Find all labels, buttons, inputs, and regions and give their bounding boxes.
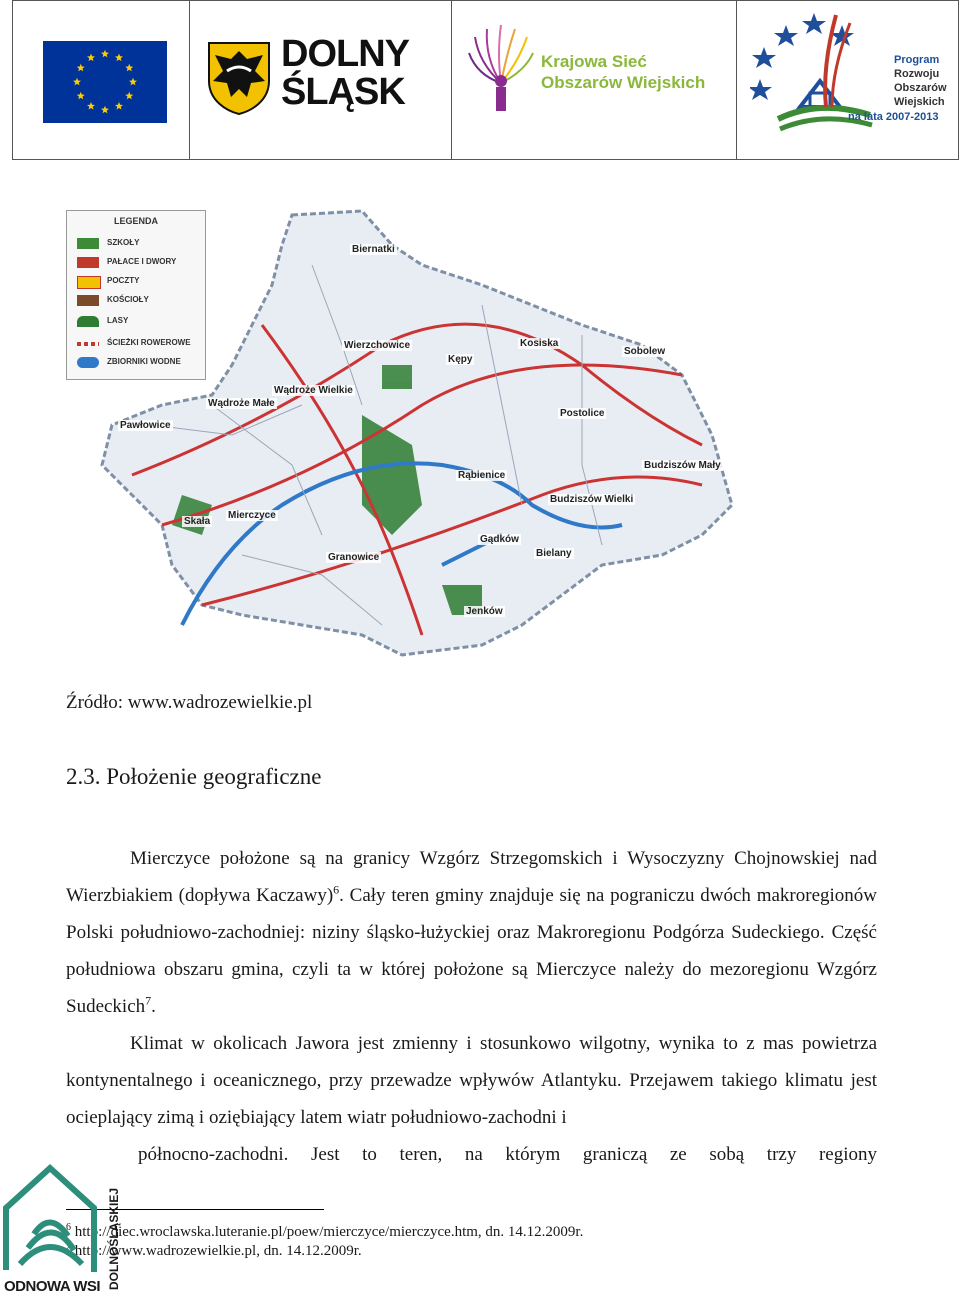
footnote-6 <box>66 1224 583 1241</box>
prow-line1: Program <box>894 54 940 66</box>
footnote-text: http://diec.wroclawska.luteranie.pl/poew/mierczyce/mierczyce.htm, dn. 14.12.2009r. <box>74 1224 584 1240</box>
dolny-slask-logo-cell <box>189 1 452 159</box>
eu-logo-cell <box>13 1 190 159</box>
palace-icon <box>77 257 99 268</box>
legend-label-forests: LASY <box>107 316 129 325</box>
footnote-ref-6: 6 <box>333 882 340 897</box>
map-place-label: Budziszów Mały <box>644 460 721 471</box>
para2-text-main: Klimat w okolicach Jawora jest zmienny i stosunkowo wilgotny, wynika to z mas powietrza kontynentalnego i oceanicznego, przy przewadze wpływów Atlantyku. Przejawem takiego klimatu jest ocieplający zimą i oziębiający latem wiatr południowo-zachodni i <box>66 1033 877 1128</box>
map-place-label: Mierczyce <box>228 510 276 521</box>
map-place-label: Skała <box>184 516 211 527</box>
dolny-text: DOLNY <box>281 33 409 75</box>
dolnoslaskiej-text: DOLNOŚLĄSKIEJ <box>107 1188 121 1291</box>
legend-label-schools: SZKOŁY <box>107 238 140 247</box>
ksow-line2: Obszarów Wiejskich <box>541 73 706 92</box>
map-place-label: Budziszów Wielki <box>550 494 634 505</box>
prow-wordmark <box>894 53 947 109</box>
paragraph-location <box>66 840 877 1025</box>
footnote-number: 7 <box>66 1241 71 1252</box>
prow-line3: Obszarów <box>894 82 947 94</box>
legend-label-posts: POCZTY <box>107 276 140 285</box>
footnote-text: http://www.wadrozewielkie.pl, dn. 14.12.2009r. <box>74 1243 362 1259</box>
figure-source: Źródło: www.wadrozewielkie.pl <box>66 692 313 713</box>
map-place-label: Wądroże Wielkie <box>274 385 353 396</box>
map-place-label: Jenków <box>466 606 503 617</box>
paragraph-climate <box>66 1025 877 1173</box>
prow-line2: Rozwoju <box>894 68 940 80</box>
ksow-wordmark <box>541 51 705 93</box>
para1-text-a: Mierczyce położone są na granicy Wzgórz Strzegomskich i Wysoczyzny Chojnowskiej nad Wierzbiakiem (dopływa Kaczawy) <box>66 848 877 906</box>
map-place-label: Wądroże Małe <box>208 398 275 409</box>
forest-icon <box>77 316 99 327</box>
legend-title: LEGENDA <box>113 216 158 226</box>
odnowa-vertical-text <box>104 1188 124 1296</box>
eu-flag-icon <box>43 41 167 123</box>
odnowa-wsi-text: ODNOWA WSI <box>4 1278 101 1295</box>
ksow-flower-icon <box>465 23 537 113</box>
map-place-label: Pawłowice <box>120 420 171 431</box>
prow-logo-cell <box>736 1 958 159</box>
footnote-number: 6 <box>66 1222 71 1233</box>
legend-label-bike-paths: ŚCIEŻKI ROWEROWE <box>107 338 191 347</box>
para1-text-b: . Cały teren gminy znajduje się na pograniczu dwóch makroregionów Polski południowo-zachodniej: niziny śląsko-łużyckiej oraz Makroregionu Podgórza Sudeckiego. Część południowa obszaru gmina, czyli ta w której położone są Mierczyce należy do mezoregionu Wzgórz Sudeckich <box>66 885 878 1017</box>
section-heading: 2.3. Położenie geograficzne <box>66 764 322 789</box>
prow-line4: Wiejskich <box>894 96 945 108</box>
eagle-shield-icon <box>207 41 271 115</box>
prow-years: na lata 2007-2013 <box>848 111 939 123</box>
map-place-label: Bielany <box>536 548 572 559</box>
church-icon <box>77 295 99 306</box>
map-place-label: Postolice <box>560 408 605 419</box>
map-place-label: Granowice <box>328 552 380 563</box>
school-icon <box>77 238 99 249</box>
map-place-label: Kosiska <box>520 338 559 349</box>
map-place-label: Sobolew <box>624 346 666 357</box>
para1-text-c: . <box>151 996 156 1017</box>
legend-label-water: ZBIORNIKI WODNE <box>107 357 181 366</box>
map-place-label: Rąbienice <box>458 470 506 481</box>
ksow-line1: Krajowa Sieć <box>541 52 647 71</box>
dolny-slask-wordmark <box>281 35 409 111</box>
map-legend <box>66 210 206 380</box>
legend-label-churches: KOŚCIOŁY <box>107 295 149 304</box>
water-icon <box>77 357 99 368</box>
footnote-ref-7: 7 <box>145 993 152 1008</box>
map-place-label: Wierzchowice <box>344 340 411 351</box>
post-icon <box>77 276 101 289</box>
para2-text-last: północno-zachodni. Jest to teren, na którym graniczą ze sobą trzy regiony <box>138 1144 877 1165</box>
map-place-label: Biernatki <box>352 244 395 255</box>
legend-label-palaces: PAŁACE I DWORY <box>107 257 177 266</box>
logo-header <box>12 0 959 160</box>
bike-path-icon <box>77 342 99 346</box>
slask-text: ŚLĄSK <box>281 71 405 113</box>
ksow-logo-cell <box>451 1 737 159</box>
map-place-label: Gądków <box>480 534 519 545</box>
map-place-label: Kępy <box>448 354 473 365</box>
